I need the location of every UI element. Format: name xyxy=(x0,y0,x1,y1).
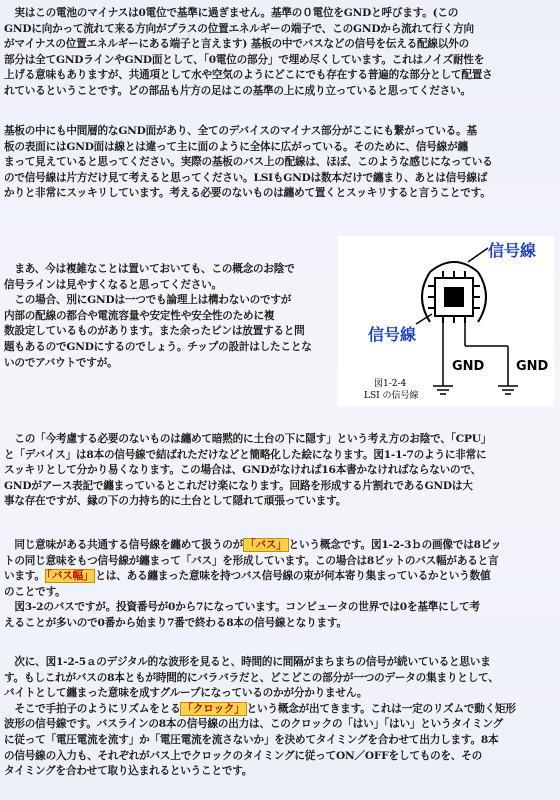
label-signal-left: 信号線 xyxy=(368,325,417,344)
paragraph-5-text-b: という概念です。図1-2-3ｂの画像では8ビッ トの同じ意味をもつ信号線が纏まって「バス」を形成しています。この場合は8ビットのバス幅があると言 います。 xyxy=(4,539,502,583)
signal-line-left xyxy=(416,314,432,324)
figure-caption-number: 図1-2-4 xyxy=(374,379,407,389)
paragraph-5-text-a: 同じ意味がある共通する信号線を纏めて扱うのが xyxy=(4,539,244,551)
figure-caption-title: LSI の信号線 xyxy=(364,391,419,401)
ground-symbol-1 xyxy=(433,386,453,394)
paragraph-2: 基板の中にも中間層的なGND面があり、全てのデバイスのマイナス部分がここにも繋がっている。基 板の表面にはGND面は線とは違って主に面のように全体に広がっている。そのために、信号線が纏 まって見えていると思ってください。実際の基板のバス上の配線は、ほぼ、このような感じになっている ので信号線は片方だけ見て考えると思ってください。LSIもGNDは数本だけで纏まり、あとは信号線ば かりと非常にスッキリしています。考える必要のないものは纏めて置くとスッキリすると言うことです。 xyxy=(4,125,493,200)
label-gnd-2: GND xyxy=(516,359,549,374)
paragraph-5 xyxy=(4,538,554,632)
paragraph-1: 実はこの電池のマイナスは0電位で基準に過ぎません。基準の０電位をGNDと呼びます。(この GNDに向かって流れて来る方向がプラスの位置エネルギーの端子で、このGNDから流れて行く方向 がマイナスの位置エネルギーにある端子と言えます) 基板の中でバスなどの信号を伝える配線以外の 部分は全てGNDラインやGND面として、「0電位の部分」で埋め尽くしています。これはノイズ耐性を 上げる意味もありますが、共通項として水や空気のようにどこにでも存在する普遍的な部分として配置さ れているということです。どの部品も片方の足はこの基準の上に成り立っていると思ってください。 xyxy=(4,7,493,97)
signal-line-top xyxy=(468,248,488,262)
highlight-bus-width: 「バス幅」 xyxy=(46,570,94,583)
paragraph-6-text-a: 次に、図1-2-5ａのデジタル的な波形を見ると、時間的に間隔がまちまちの信号が続いていると思いま す。もしこれがバスの8本ともが時間的にバラバラだと、どこどこの部分が一つのデータの集まりとして、 バイトとして纏まった意味を成すグループになっているのかが分かりません。 そこで手拍子のようにリズムをとる xyxy=(4,656,499,715)
lsi-signal-figure xyxy=(338,236,554,406)
highlight-bus: 「バス」 xyxy=(245,539,287,551)
paragraph-6 xyxy=(4,655,554,780)
chip-die xyxy=(444,287,464,307)
highlight-clock: 「クロック」 xyxy=(182,702,245,715)
label-gnd-1: GND xyxy=(452,359,485,374)
ground-symbol-2 xyxy=(498,386,518,394)
paragraph-3: まあ、今は複雑なことは置いておいても、この概念のお陰で 信号ラインは見やすくなると思ってください。 この場合、別にGNDは一つでも論理上は構わないのですが 内部の配線の都合や電流容量や安定性や安全性のために複 数設定しているものがあります。また余ったピンは放置すると問 題もあるのでGNDにするのでしょう。チップの設計はしたことな いのでアバウトですが。 xyxy=(4,263,312,369)
label-signal-top: 信号線 xyxy=(488,241,537,260)
lsi-diagram xyxy=(338,236,554,406)
paragraph-5-text-c: とは、ある纏まった意味を持つバス信号線の束が何本寄り集まっているかという数値 のことです。 図3-2のバスですが。投資番号が0から7になっています。コンピュータの世界では0を基準にして考 えることが多いので0番から始まり7番で終わる8本の信号線となります。 xyxy=(4,570,491,629)
paragraph-6-text-b: という概念が出てきます。これは一定のリズムで動く矩形 波形の信号線です。バスラインの8本の信号線の出力は、このクロックの「はい」「はい」というタイミング に従って「電圧電流を流す」か「電圧電流を流さないか」を決めてタイミングを合わせて出力します。8本 の信号線の入力も、それぞれがバス上でクロックのタイミングに従ってON／OFFをしてものを、その タイミングを合わせて取り込まれるということです。 xyxy=(4,702,516,778)
paragraph-4: この「今考慮する必要のないものは纏めて暗黙的に土台の下に隠す」という考え方のお陰で、「CPU」 と「デバイス」は8本の信号線で結ばれただけなどと簡略化した絵になります。図1-1-7のように非常に スッキリとして分かり易くなります。この場合は、GNDがなければ16本書かなければならないので、 GNDがアース表記で纏まっているとこれだけ楽になります。回路を形成する片割れであるGNDは大 事な存在ですが、縁の下の力持ち的に土台として隠れて頑張っています。 xyxy=(4,433,492,508)
